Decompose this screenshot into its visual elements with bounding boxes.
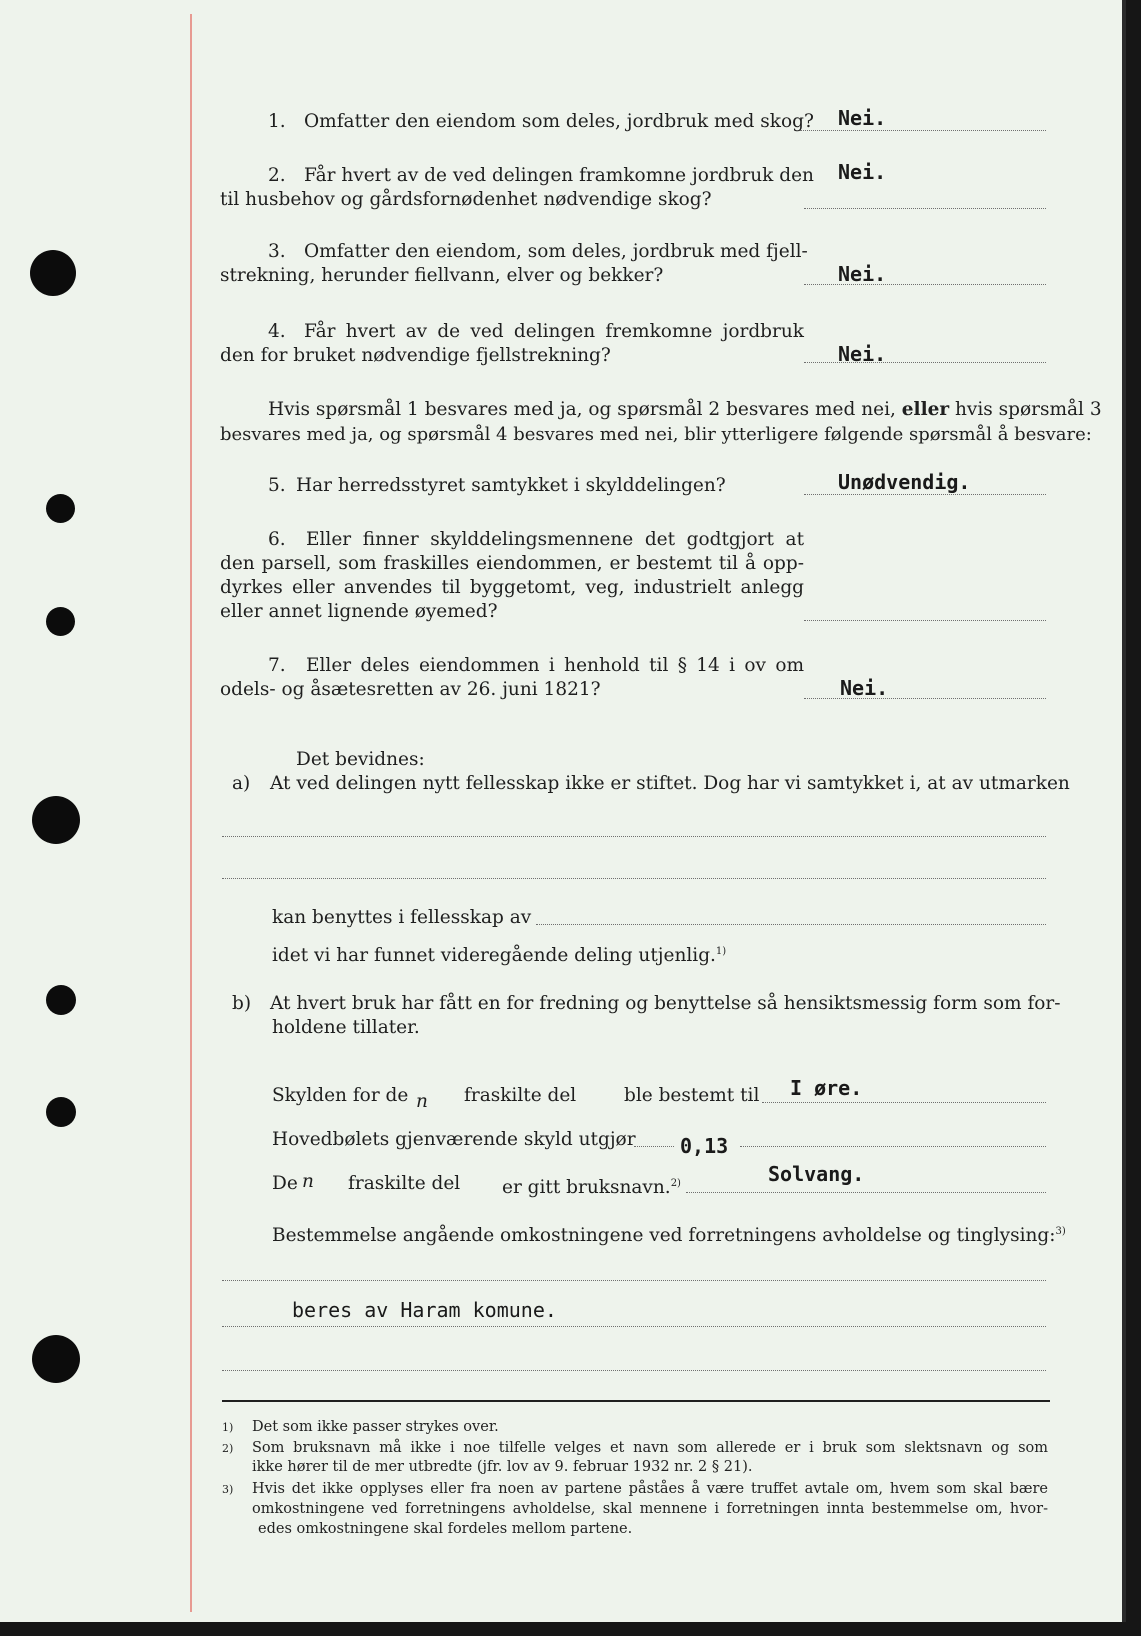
certify-b-label: b) (232, 993, 252, 1014)
footnote-1-mark: 1) (222, 1421, 234, 1434)
instruction-line-1: Hvis spørsmål 1 besvares med ja, og spørsmål 2 besvares med nei, eller hvis spørsmål 3 (268, 399, 1102, 420)
q1-answer: Nei. (838, 106, 887, 130)
certify-a-blank-2 (222, 878, 1046, 879)
punch-hole (46, 985, 76, 1015)
bruksnavn-label-a-hand: n (302, 1171, 314, 1192)
q2-line-2: til husbehov og gårdsfornødenhet nødvendige skog? (220, 189, 712, 210)
certify-a-reason: idet vi har funnet videregående deling utjenlig.$^{1)}$ (272, 945, 727, 967)
certify-heading: Det bevidnes: (296, 749, 425, 770)
q3-line-1: Omfatter den eiendom, som deles, jordbruk med fjell- (304, 241, 808, 262)
hovedbol-value: 0,13 (680, 1134, 729, 1158)
q6-line-1: Eller finner skylddelingsmennene det godtgjort at (306, 529, 804, 550)
footnote-separator (222, 1400, 1050, 1402)
punch-hole (46, 1097, 76, 1127)
costs-line-1 (222, 1280, 1046, 1281)
bruksnavn-label-a: De (272, 1173, 298, 1194)
hovedbol-label: Hovedbølets gjenværende skyld utgjør (272, 1129, 636, 1150)
footnote-3-mark: 3) (222, 1483, 234, 1496)
punch-hole (46, 607, 75, 636)
q6-line-2: den parsell, som fraskilles eiendommen, er bestemt til å opp- (220, 553, 804, 574)
costs-value: beres av Haram komune. (292, 1298, 557, 1322)
q6-number: 6. (268, 529, 286, 550)
punch-hole (30, 250, 76, 296)
certify-a-shared-line (536, 924, 1046, 925)
q2-answer-line (804, 208, 1046, 209)
footnote-3-line-1: Hvis det ikke opplyses eller fra noen av partene påståes å være truffet avtale om, hvem som skal bære (252, 1481, 1048, 1497)
q3-line-2: strekning, herunder fiellvann, elver og bekker? (220, 265, 664, 286)
q4-line-1: Får hvert av de ved delingen fremkomne jordbruk (304, 321, 804, 342)
skyld-label-b: fraskilte del (464, 1085, 577, 1106)
skyld-value: I øre. (790, 1076, 863, 1100)
instruction-line-2: besvares med ja, og spørsmål 4 besvares med nei, blir ytterligere følgende spørsmål å besvare: (220, 424, 1092, 445)
q7-line-2: odels- og åsætesretten av 26. juni 1821? (220, 679, 601, 700)
q7-number: 7. (268, 655, 286, 676)
bruksnavn-value: Solvang. (768, 1162, 865, 1186)
q6-line-3: dyrkes eller anvendes til byggetomt, veg, industrielt anlegg (220, 577, 804, 598)
certify-a-label: a) (232, 773, 251, 794)
q2-answer: Nei. (838, 160, 887, 184)
q2-number: 2. (268, 165, 286, 186)
q4-answer-line (804, 362, 1046, 363)
certify-a-blank-1 (222, 836, 1046, 837)
certify-b-line-2: holdene tillater. (272, 1017, 420, 1038)
hovedbol-line (740, 1146, 1046, 1147)
certify-b-line-1: At hvert bruk har fått en for fredning og benyttelse så hensiktsmessig form som for- (270, 993, 1061, 1014)
certify-a-shared: kan benyttes i fellesskap av (272, 907, 532, 928)
punch-hole (32, 1335, 80, 1383)
q5-number: 5. (268, 475, 286, 496)
hovedbol-dots-left (634, 1146, 674, 1147)
q7-line-1: Eller deles eiendommen i henhold til § 14 i ov om (306, 655, 804, 676)
skyld-label-c: ble bestemt til (624, 1085, 760, 1106)
q5-text: Har herredsstyret samtykket i skylddelingen? (296, 475, 726, 496)
bruksnavn-label-b: fraskilte del (348, 1173, 461, 1194)
q4-number: 4. (268, 321, 286, 342)
punch-hole (46, 494, 75, 523)
q3-answer-line (804, 284, 1046, 285)
skyld-line (762, 1102, 1046, 1103)
costs-line-2 (222, 1326, 1046, 1327)
bruksnavn-line (686, 1192, 1046, 1193)
q4-answer: Nei. (838, 342, 887, 366)
q2-line-1: Får hvert av de ved delingen framkomne jordbruk den (304, 165, 814, 186)
margin-line (190, 14, 192, 1612)
bruksnavn-label-c: er gitt bruksnavn.$^{2)}$ (502, 1177, 681, 1199)
footnote-2-line-2: ikke hører til de mer utbredte (jfr. lov av 9. februar 1932 nr. 2 § 21). (252, 1459, 753, 1475)
q6-line-4: eller annet lignende øyemed? (220, 601, 498, 622)
costs-line-3 (222, 1370, 1046, 1371)
costs-label: Bestemmelse angående omkostningene ved forretningens avholdelse og tinglysing:$^{3)}$ (272, 1225, 1066, 1247)
footnote-3-line-3: edes omkostningene skal fordeles mellom partene. (258, 1521, 633, 1537)
skyld-label-a-hand: n (416, 1091, 428, 1112)
q5-answer-line (804, 494, 1046, 495)
q1-text: Omfatter den eiendom som deles, jordbruk med skog? (304, 111, 814, 132)
q4-line-2: den for bruket nødvendige fjellstrekning? (220, 345, 611, 366)
q1-number: 1. (268, 111, 286, 132)
q1-answer-line (800, 130, 1046, 131)
footnote-1-line-1: Det som ikke passer strykes over. (252, 1419, 499, 1435)
q3-answer: Nei. (838, 262, 887, 286)
q3-number: 3. (268, 241, 286, 262)
footnote-3-line-2: omkostningene ved forretningens avholdelse, skal mennene i forretningen innta bestemmelse om, hvor- (252, 1501, 1048, 1517)
q7-answer: Nei. (840, 676, 889, 700)
q5-answer: Unødvendig. (838, 470, 971, 494)
q6-answer-line (804, 620, 1046, 621)
q7-answer-line (804, 698, 1046, 699)
skyld-label-a: Skylden for de (272, 1085, 409, 1106)
certify-a-text: At ved delingen nytt fellesskap ikke er stiftet. Dog har vi samtykket i, at av utmarken (270, 773, 1070, 794)
footnote-2-mark: 2) (222, 1442, 234, 1455)
punch-hole (32, 796, 80, 844)
footnote-2-line-1: Som bruksnavn må ikke i noe tilfelle velges et navn som allerede er i bruk som slektsnavn og som (252, 1440, 1048, 1456)
